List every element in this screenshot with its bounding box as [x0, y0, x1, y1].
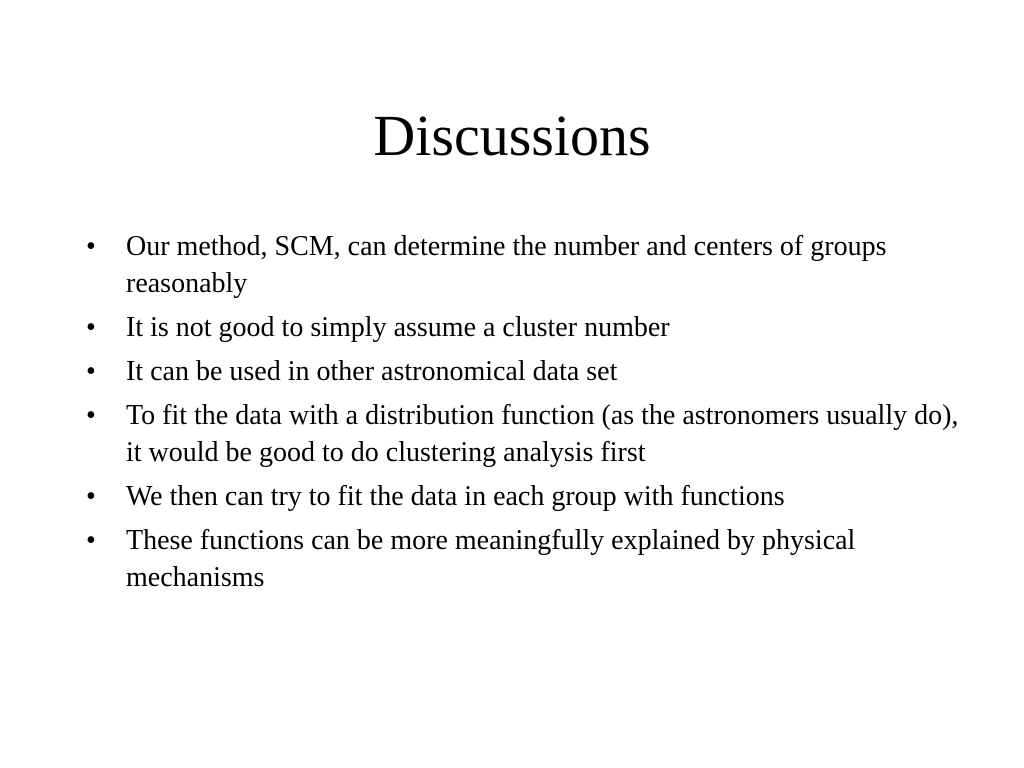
- bullet-item: [86, 353, 966, 390]
- bullet-icon: •: [86, 312, 96, 343]
- bullet-text: We then can try to fit the data in each group with functions: [126, 481, 785, 512]
- bullet-icon: •: [86, 356, 96, 387]
- bullet-text: It is not good to simply assume a cluster number: [126, 312, 670, 343]
- bullet-item: [86, 478, 966, 515]
- bullet-item: [86, 228, 966, 302]
- bullet-icon: •: [86, 400, 96, 431]
- bullet-text: To fit the data with a distribution function (as the astronomers usually do), it would be good to do clustering analysis first: [126, 400, 959, 468]
- bullet-text: It can be used in other astronomical data set: [126, 356, 618, 387]
- slide-title: Discussions: [373, 103, 651, 168]
- bullet-text: These functions can be more meaningfully explained by physical mechanisms: [126, 525, 856, 593]
- bullet-item: [86, 397, 966, 471]
- bullet-item: [86, 309, 966, 346]
- bullet-item: [86, 522, 966, 596]
- bullet-text: Our method, SCM, can determine the number and centers of groups reasonably: [126, 231, 887, 299]
- bullet-icon: •: [86, 525, 96, 556]
- bullet-icon: •: [86, 231, 96, 262]
- bullet-icon: •: [86, 481, 96, 512]
- bullet-list: [86, 228, 966, 603]
